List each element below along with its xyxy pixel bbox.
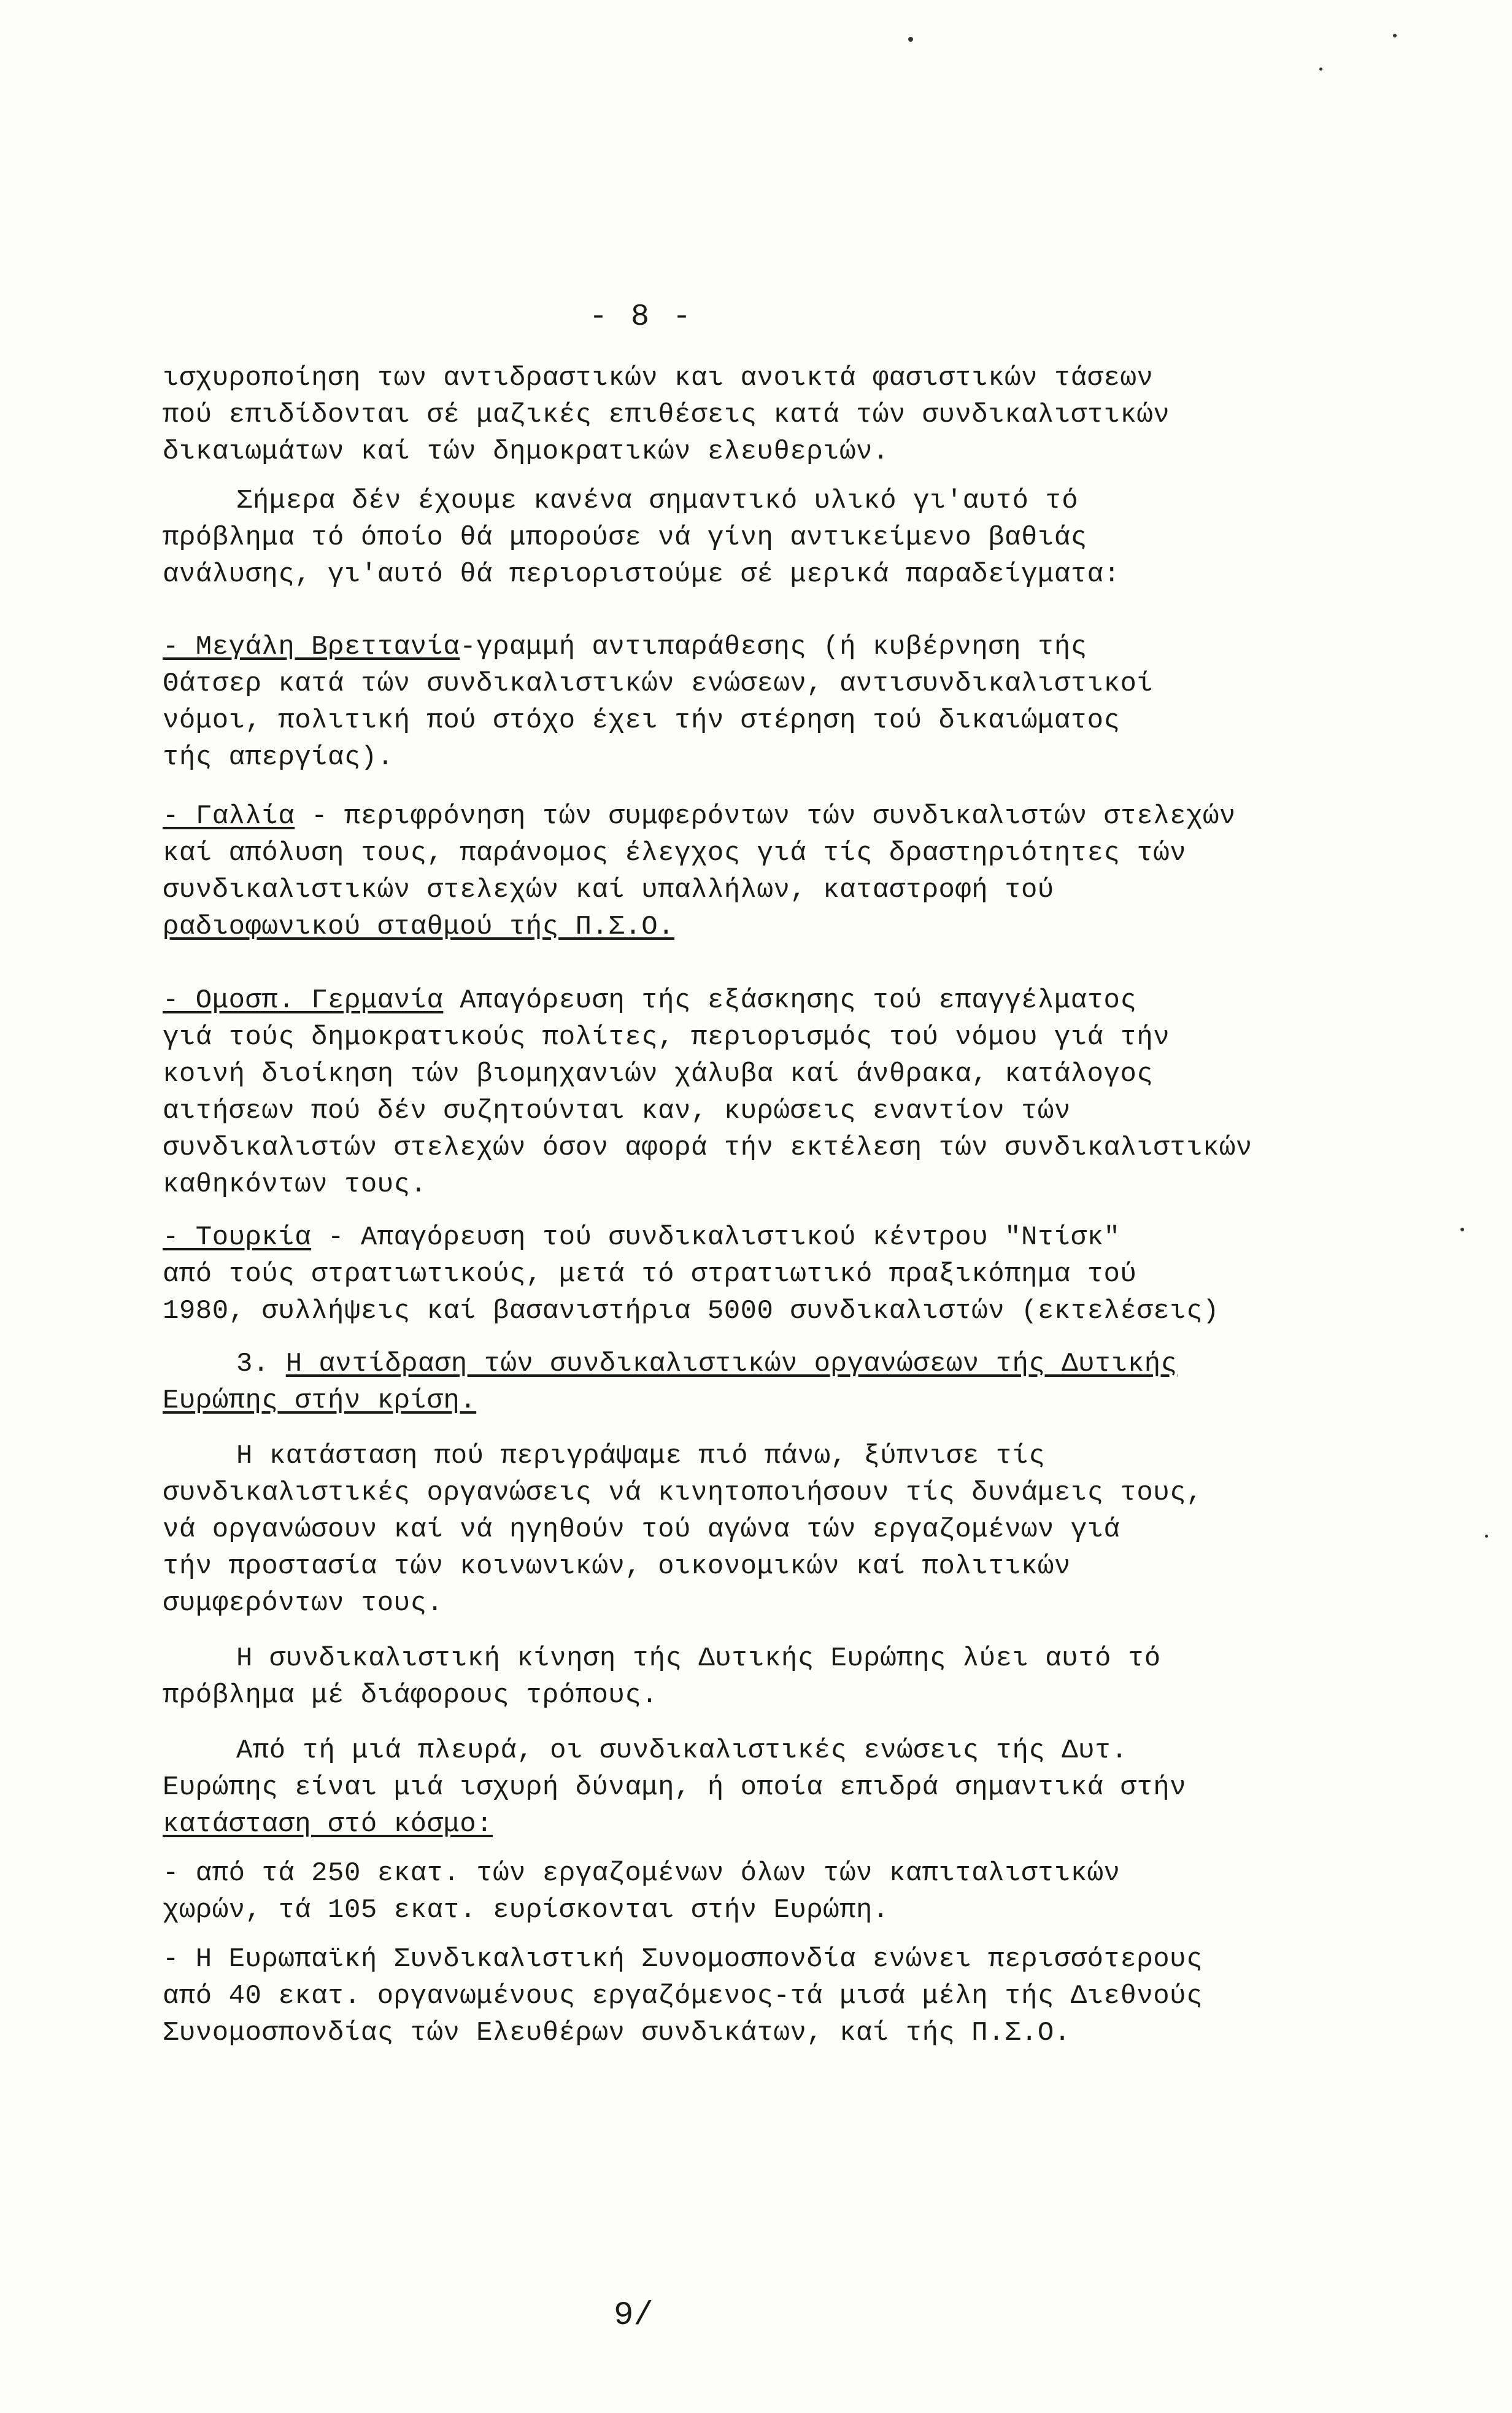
text-line: δικαιωμάτων καί τών δημοκρατικών ελευθεριών. bbox=[163, 436, 889, 467]
scan-speck bbox=[1485, 1535, 1488, 1538]
text-line: συνδικαλιστικές οργανώσεις νά κινητοποιήσουν τίς δυνάμεις τους, bbox=[163, 1478, 1203, 1508]
item-label: - Γαλλία bbox=[163, 801, 295, 832]
paragraph-intro bbox=[163, 360, 1390, 470]
text-line: - από τά 250 εκατ. τών εργαζομένων όλων τών καπιταλιστικών bbox=[163, 1858, 1120, 1889]
item-germany bbox=[163, 982, 1390, 1203]
text-line: - Γαλλία - περιφρόνηση τών συμφερόντων τών συνδικαλιστών στελεχών bbox=[163, 801, 1236, 832]
paragraph-situation bbox=[163, 1438, 1390, 1622]
text-line: πρόβλημα μέ διάφορους τρόπους. bbox=[163, 1680, 658, 1711]
text-line: Η συνδικαλιστική κίνηση τής Δυτικής Ευρώπης λύει αυτό τό bbox=[236, 1643, 1161, 1674]
text-line bbox=[163, 1346, 1390, 1382]
next-page-marker: 9/ bbox=[614, 2297, 654, 2334]
paragraph-unions bbox=[163, 1732, 1390, 1843]
text-line: νά οργανώσουν καί νά ηγηθούν τού αγώνα τών εργαζομένων γιά bbox=[163, 1514, 1120, 1545]
text-line: Συνομοσπονδίας τών Ελευθέρων συνδικάτων, καί τής Π.Σ.Ο. bbox=[163, 2018, 1071, 2048]
text-line: ραδιοφωνικού σταθμού τής Π.Σ.Ο. bbox=[163, 912, 675, 942]
text-line: τήν προστασία τών κοινωνικών, οικονομικών καί πολιτικών bbox=[163, 1551, 1071, 1582]
text-line: καθηκόντων τους. bbox=[163, 1169, 427, 1200]
scan-speck bbox=[1460, 1228, 1464, 1231]
text-line: Ευρώπης είναι μιά ισχυρή δύναμη, ή οποία επιδρά σημαντικά στήν bbox=[163, 1772, 1187, 1803]
scan-speck bbox=[1393, 34, 1397, 37]
section-title: Ευρώπης στήν κρίση. bbox=[163, 1385, 477, 1416]
text-line: Η κατάσταση πού περιγράψαμε πιό πάνω, ξύπνισε τίς bbox=[236, 1441, 1046, 1471]
text-line: ανάλυσης, γι'αυτό θά περιοριστούμε σέ μερικά παραδείγματα: bbox=[163, 559, 1120, 590]
text-line: γιά τούς δημοκρατικούς πολίτες, περιορισμός τού νόμου γιά τήν bbox=[163, 1022, 1170, 1053]
paragraph-movement bbox=[163, 1640, 1390, 1714]
item-britain bbox=[163, 629, 1390, 776]
text-line: από 40 εκατ. οργανωμένους εργαζόμενος-τά μισά μέλη τής Διεθνούς bbox=[163, 1981, 1203, 2012]
text-line: από τούς στρατιωτικούς, μετά τό στρατιωτικό πραξικόπημα τού bbox=[163, 1259, 1137, 1290]
section-3-heading bbox=[163, 1346, 1390, 1419]
bullet-confederation bbox=[163, 1941, 1390, 2051]
text-line: ισχυροποίηση των αντιδραστικών και ανοικτά φασιστικών τάσεων bbox=[163, 363, 1154, 393]
item-france bbox=[163, 798, 1390, 945]
text-line: 1980, συλλήψεις καί βασανιστήρια 5000 συνδικαλιστών (εκτελέσεις) bbox=[163, 1296, 1219, 1327]
text-line: τής απεργίας). bbox=[163, 742, 394, 773]
item-turkey bbox=[163, 1219, 1390, 1330]
text-line: χωρών, τά 105 εκατ. ευρίσκονται στήν Ευρώπη. bbox=[163, 1895, 889, 1926]
text-line: πού επιδίδονται σέ μαζικές επιθέσεις κατά τών συνδικαλιστικών bbox=[163, 400, 1170, 430]
text-line: - Ομοσπ. Γερμανία Απαγόρευση τής εξάσκησης τού επαγγέλματος bbox=[163, 985, 1137, 1016]
text-line: Θάτσερ κατά τών συνδικαλιστικών ενώσεων, αντισυνδικαλιστικοί bbox=[163, 668, 1154, 699]
text-line: κατάσταση στό κόσμο: bbox=[163, 1809, 493, 1840]
paragraph-today bbox=[163, 482, 1390, 593]
text-line: - Η Ευρωπαϊκή Συνδικαλιστική Συνομοσπονδία ενώνει περισσότερους bbox=[163, 1944, 1203, 1975]
item-label: - Ομοσπ. Γερμανία bbox=[163, 985, 444, 1016]
text-line: πρόβλημα τό όποίο θά μπορούσε νά γίνη αντικείμενο βαθιάς bbox=[163, 522, 1087, 553]
text-line: συμφερόντων τους. bbox=[163, 1588, 444, 1619]
text-line: συνδικαλιστών στελεχών όσον αφορά τήν εκτέλεση τών συνδικαλιστικών bbox=[163, 1133, 1252, 1163]
bullet-250 bbox=[163, 1855, 1390, 1929]
text-line: συνδικαλιστικών στελεχών καί υπαλλήλων, καταστροφή τού bbox=[163, 875, 1054, 905]
text-line: - Μεγάλη Βρεττανία-γραμμή αντιπαράθεσης (ή κυβέρνηση τής bbox=[163, 632, 1087, 662]
text-line: αιτήσεων πού δέν συζητούνται καν, κυρώσεις εναντίον τών bbox=[163, 1096, 1071, 1126]
section-number: 3. bbox=[236, 1349, 269, 1379]
text-line: Από τή μιά πλευρά, οι συνδικαλιστικές ενώσεις τής Δυτ. bbox=[236, 1735, 1128, 1766]
text-line: κοινή διοίκηση τών βιομηχανιών χάλυβα καί άνθρακα, κατάλογος bbox=[163, 1059, 1154, 1090]
item-label: - Τουρκία bbox=[163, 1222, 312, 1253]
section-title: Η αντίδραση τών συνδικαλιστικών οργανώσεων τής Δυτικής bbox=[285, 1349, 1178, 1379]
text-line: καί απόλυση τους, παράνομος έλεγχος γιά τίς δραστηριότητες τών bbox=[163, 838, 1187, 869]
text-line: νόμοι, πολιτική πού στόχο έχει τήν στέρηση τού δικαιώματος bbox=[163, 705, 1120, 736]
scan-speck bbox=[1319, 68, 1322, 71]
page-number: - 8 - bbox=[589, 300, 694, 335]
scan-speck bbox=[908, 37, 913, 42]
text-line: - Τουρκία - Απαγόρευση τού συνδικαλιστικού κέντρου "Ντίσκ" bbox=[163, 1222, 1120, 1253]
item-label: - Μεγάλη Βρεττανία bbox=[163, 632, 460, 662]
text-line: Σήμερα δέν έχουμε κανένα σημαντικό υλικό γι'αυτό τό bbox=[236, 486, 1079, 516]
